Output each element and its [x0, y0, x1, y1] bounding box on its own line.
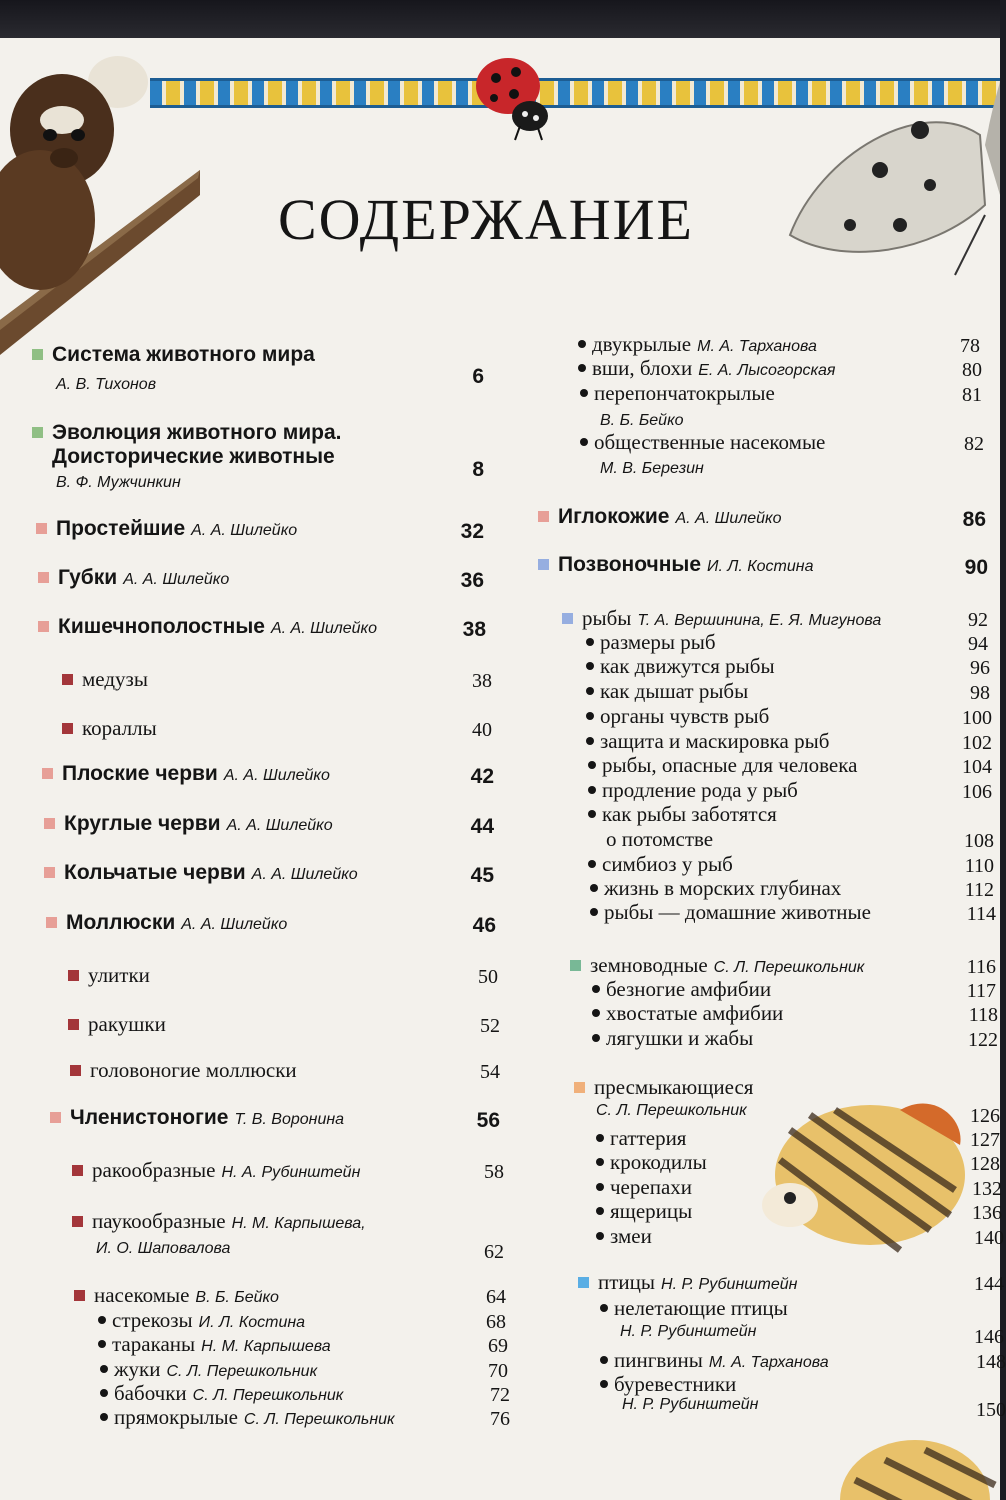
entry-author: А. А. Шилейко — [675, 510, 782, 527]
topic-entry[interactable] — [600, 1372, 736, 1397]
section-marker-icon — [32, 427, 43, 438]
bullet-icon — [596, 1134, 604, 1142]
page-number: 148 — [976, 1351, 1006, 1373]
page-number: 132 — [972, 1178, 1002, 1200]
section-marker-icon — [578, 1277, 589, 1288]
section-entry[interactable] — [50, 1106, 344, 1130]
entry-title: двукрылые — [592, 332, 692, 356]
entry-title: пресмыкающиеся — [594, 1075, 754, 1099]
page-number: 110 — [964, 855, 994, 877]
topic-entry[interactable] — [596, 1199, 692, 1224]
entry-title: тараканы — [112, 1332, 196, 1356]
bullet-icon — [596, 1207, 604, 1215]
entry-title: бабочки — [114, 1381, 187, 1405]
entry-title: земноводные — [590, 953, 708, 977]
page-number: 90 — [964, 556, 988, 579]
entry-title: рыбы, опасные для человека — [602, 753, 858, 777]
entry-author: М. В. Березин — [600, 460, 704, 477]
entry-title: вши, блохи — [592, 356, 693, 380]
bullet-icon — [100, 1413, 108, 1421]
entry-author: Н. А. Рубинштейн — [221, 1164, 361, 1181]
section-entry[interactable] — [32, 421, 342, 469]
page-number: 92 — [968, 609, 988, 631]
section-entry[interactable] — [38, 566, 229, 590]
topic-entry[interactable] — [578, 356, 835, 381]
butterfly-icon — [780, 75, 1000, 285]
bullet-icon — [600, 1304, 608, 1312]
entry-title: рыбы — домашние животные — [604, 900, 871, 924]
topic-entry[interactable] — [586, 729, 829, 754]
entry-author: В. Б. Бейко — [600, 412, 684, 429]
page-number: 38 — [472, 670, 492, 692]
entry-title: гаттерия — [610, 1126, 687, 1150]
page-number: 54 — [480, 1061, 500, 1083]
bullet-icon — [578, 364, 586, 372]
subsection-entry[interactable] — [74, 1283, 279, 1308]
topic-entry[interactable] — [588, 778, 798, 803]
page-number: 36 — [460, 569, 484, 592]
bullet-icon — [580, 389, 588, 397]
entry-title: ракообразные — [92, 1158, 216, 1182]
topic-entry[interactable] — [596, 1126, 686, 1151]
page-number: 94 — [968, 633, 988, 655]
topic-entry[interactable] — [586, 654, 775, 679]
entry-title: прямокрылые — [114, 1405, 238, 1429]
subsection-entry[interactable] — [574, 1075, 753, 1100]
entry-title: рыбы — [582, 606, 632, 630]
entry-title: головоногие моллюски — [90, 1058, 297, 1082]
entry-author: А. А. Шилейко — [270, 620, 377, 637]
page-number: 81 — [962, 384, 982, 406]
subsection-entry[interactable] — [62, 667, 148, 692]
page-number: 45 — [470, 864, 494, 887]
entry-title: Членистоногие — [70, 1106, 229, 1129]
section-marker-icon — [36, 523, 47, 534]
page-number: 106 — [962, 781, 992, 803]
page-number: 69 — [488, 1335, 508, 1357]
page-number: 52 — [480, 1015, 500, 1037]
bullet-icon — [586, 662, 594, 670]
topic-entry[interactable] — [590, 876, 841, 901]
entry-author: С. Л. Перешкольник — [166, 1363, 318, 1380]
topic-entry[interactable] — [592, 1026, 753, 1051]
entry-title: Моллюски — [66, 911, 176, 934]
bullet-icon — [586, 712, 594, 720]
entry-author: И. Л. Костина — [198, 1314, 306, 1331]
section-marker-icon — [44, 867, 55, 878]
bullet-icon — [580, 438, 588, 446]
entry-author: Е. А. Лысогорская — [698, 362, 836, 379]
entry-title: хвостатые амфибии — [606, 1001, 784, 1025]
section-marker-icon — [32, 349, 43, 360]
section-entry[interactable] — [44, 812, 333, 836]
entry-title: как движутся рыбы — [600, 654, 775, 678]
bullet-icon — [586, 687, 594, 695]
entry-author: И. О. Шаповалова — [96, 1240, 231, 1257]
subsection-entry[interactable] — [578, 1270, 797, 1295]
subsection-entry[interactable] — [570, 953, 864, 978]
section-entry[interactable] — [38, 615, 377, 639]
page-number: 64 — [486, 1286, 506, 1308]
section-marker-icon — [46, 917, 57, 928]
entry-author: А. А. Шилейко — [251, 866, 358, 883]
section-marker-icon — [50, 1112, 61, 1123]
topic-entry[interactable] — [588, 802, 777, 827]
entry-title: ящерицы — [610, 1199, 693, 1223]
entry-author: В. Б. Бейко — [195, 1289, 279, 1306]
page-number: 44 — [470, 815, 494, 838]
entry-title: жизнь в морских глубинах — [604, 876, 842, 900]
entry-title: черепахи — [610, 1175, 693, 1199]
entry-author: С. Л. Перешкольник — [192, 1387, 344, 1404]
entry-title: нелетающие птицы — [614, 1296, 788, 1320]
entry-title: Система животного мира — [52, 343, 315, 366]
page-number: 38 — [462, 618, 486, 641]
page-number: 58 — [484, 1161, 504, 1183]
entry-title: Кишечнополостные — [58, 615, 265, 638]
page-number: 62 — [484, 1241, 504, 1263]
section-marker-icon — [70, 1065, 81, 1076]
topic-entry[interactable] — [592, 1001, 783, 1026]
entry-title: защита и маскировка рыб — [600, 729, 830, 753]
entry-author: Т. В. Воронина — [234, 1111, 345, 1128]
topic-entry[interactable] — [596, 1150, 707, 1175]
subsection-entry[interactable] — [72, 1209, 366, 1234]
page-number: 80 — [962, 359, 982, 381]
subsection-entry[interactable] — [62, 716, 157, 741]
page-number: 46 — [472, 914, 496, 937]
entry-title: как рыбы заботятся — [602, 802, 777, 826]
topic-entry[interactable] — [588, 753, 857, 778]
page-number: 56 — [476, 1109, 500, 1132]
page-number: 126 — [970, 1105, 1000, 1127]
entry-title: органы чувств рыб — [600, 704, 770, 728]
entry-author: Н. Р. Рубинштейн — [622, 1396, 759, 1413]
entry-author: М. А. Тарханова — [697, 338, 817, 355]
entry-author: Н. Р. Рубинштейн — [620, 1323, 757, 1340]
topic-entry[interactable] — [596, 1175, 692, 1200]
entry-title: общественные насекомые — [594, 430, 826, 454]
section-marker-icon — [538, 511, 549, 522]
entry-author: А. А. Шилейко — [191, 522, 298, 539]
page-number: 136 — [972, 1202, 1002, 1224]
page-number: 32 — [460, 520, 484, 543]
butterflyfish-icon — [750, 1090, 965, 1270]
entry-author: А. А. Шилейко — [123, 571, 230, 588]
section-marker-icon — [72, 1165, 83, 1176]
bullet-icon — [590, 908, 598, 916]
entry-title: Плоские черви — [62, 762, 218, 785]
page-number: 140 — [974, 1227, 1004, 1249]
page-number: 108 — [964, 830, 994, 852]
section-marker-icon — [68, 1019, 79, 1030]
topic-entry[interactable] — [578, 332, 817, 357]
bullet-icon — [100, 1365, 108, 1373]
entry-title: стрекозы — [112, 1308, 193, 1332]
page-number: 117 — [966, 980, 996, 1002]
section-marker-icon — [42, 768, 53, 779]
bullet-icon — [98, 1316, 106, 1324]
page-number: 122 — [968, 1029, 998, 1051]
entry-title: кораллы — [82, 716, 157, 740]
entry-title: лягушки и жабы — [606, 1026, 754, 1050]
entry-title: о потомстве — [606, 827, 714, 851]
entry-title-line2: Доисторические животные — [52, 445, 335, 468]
page-number: 76 — [490, 1408, 510, 1430]
section-entry[interactable] — [46, 911, 287, 935]
page-number: 42 — [470, 765, 494, 788]
ladybug-icon — [470, 48, 560, 143]
page-number: 112 — [964, 879, 994, 901]
section-marker-icon — [62, 674, 73, 685]
bullet-icon — [600, 1356, 608, 1364]
section-marker-icon — [68, 970, 79, 981]
bullet-icon — [592, 985, 600, 993]
entry-title: Позвоночные — [558, 553, 702, 576]
entry-author: А. А. Шилейко — [226, 817, 333, 834]
page-number: 96 — [970, 657, 990, 679]
page-number: 150 — [976, 1399, 1006, 1421]
page-number: 6 — [472, 365, 484, 388]
topic-entry[interactable] — [592, 977, 771, 1002]
bullet-icon — [588, 860, 596, 868]
topic-entry[interactable] — [600, 1348, 829, 1373]
section-marker-icon — [38, 621, 49, 632]
topic-entry[interactable] — [98, 1308, 305, 1333]
entry-title: жуки — [114, 1357, 161, 1381]
entry-author: Н. М. Карпышева — [201, 1338, 331, 1355]
topic-entry[interactable] — [98, 1332, 331, 1357]
page-number: 50 — [478, 966, 498, 988]
section-entry[interactable] — [538, 553, 813, 577]
entry-title: перепончатокрылые — [594, 381, 775, 405]
topic-entry[interactable] — [606, 827, 713, 852]
bullet-icon — [586, 638, 594, 646]
topic-entry[interactable] — [100, 1405, 395, 1430]
bullet-icon — [596, 1232, 604, 1240]
entry-author: А. В. Тихонов — [56, 376, 157, 393]
section-marker-icon — [562, 613, 573, 624]
topic-entry[interactable] — [580, 381, 775, 406]
bullet-icon — [98, 1340, 106, 1348]
subsection-entry[interactable] — [562, 606, 881, 631]
section-marker-icon — [538, 559, 549, 570]
section-marker-icon — [38, 572, 49, 583]
entry-author: А. А. Шилейко — [181, 916, 288, 933]
page-number: 78 — [960, 335, 980, 357]
section-marker-icon — [74, 1290, 85, 1301]
entry-title: буревестники — [614, 1372, 737, 1396]
page-number: 72 — [490, 1384, 510, 1406]
entry-author: Н. М. Карпышева, — [231, 1215, 366, 1232]
topic-entry[interactable] — [586, 679, 748, 704]
entry-title: Эволюция животного мира. — [52, 421, 342, 444]
entry-title: Простейшие — [56, 517, 186, 540]
entry-title: паукообразные — [92, 1209, 226, 1233]
page-number: 40 — [472, 719, 492, 741]
entry-title: безногие амфибии — [606, 977, 772, 1001]
section-marker-icon — [44, 818, 55, 829]
bullet-icon — [586, 737, 594, 745]
page-number: 100 — [962, 707, 992, 729]
page-number: 128 — [970, 1153, 1000, 1175]
entry-title: крокодилы — [610, 1150, 707, 1174]
topic-entry[interactable] — [596, 1224, 652, 1249]
entry-title: пингвины — [614, 1348, 703, 1372]
bullet-icon — [588, 761, 596, 769]
page-number: 146 — [974, 1326, 1004, 1348]
page-number: 82 — [964, 433, 984, 455]
bullet-icon — [592, 1034, 600, 1042]
entry-title: Губки — [58, 566, 118, 589]
page-number: 144 — [974, 1273, 1004, 1295]
page-number: 116 — [966, 956, 996, 978]
bullet-icon — [588, 786, 596, 794]
section-marker-icon — [72, 1216, 83, 1227]
topic-entry[interactable] — [580, 430, 825, 455]
section-marker-icon — [62, 723, 73, 734]
topic-entry[interactable] — [600, 1296, 788, 1321]
entry-title: ракушки — [88, 1012, 166, 1036]
subsection-entry[interactable] — [68, 963, 150, 988]
entry-title: Иглокожие — [558, 505, 670, 528]
page-number: 104 — [962, 756, 992, 778]
topic-entry[interactable] — [586, 704, 769, 729]
entry-title: птицы — [598, 1270, 656, 1294]
entry-title: Круглые черви — [64, 812, 221, 835]
entry-author: Н. Р. Рубинштейн — [661, 1276, 798, 1293]
bullet-icon — [578, 340, 586, 348]
page-number: 68 — [486, 1311, 506, 1333]
page-number: 98 — [970, 682, 990, 704]
entry-author: С. Л. Перешкольник — [596, 1102, 747, 1119]
entry-title: медузы — [82, 667, 148, 691]
entry-title: продление рода у рыб — [602, 778, 798, 802]
page-number: 70 — [488, 1360, 508, 1382]
page-number: 8 — [472, 458, 484, 481]
section-marker-icon — [574, 1082, 585, 1093]
monkey-icon — [0, 20, 200, 350]
section-entry[interactable] — [538, 505, 782, 529]
entry-title: как дышат рыбы — [600, 679, 749, 703]
topic-entry[interactable] — [586, 630, 716, 655]
topic-entry[interactable] — [590, 900, 871, 925]
section-entry[interactable] — [36, 517, 297, 541]
entry-title: змеи — [610, 1224, 652, 1248]
topic-entry[interactable] — [100, 1381, 343, 1406]
page-number: 102 — [962, 732, 992, 754]
subsection-entry[interactable] — [72, 1158, 360, 1183]
subsection-entry[interactable] — [68, 1012, 166, 1037]
entry-author: С. Л. Перешкольник — [243, 1411, 395, 1428]
bullet-icon — [596, 1158, 604, 1166]
section-entry[interactable] — [44, 861, 358, 885]
entry-author: В. Ф. Мужчинкин — [56, 474, 181, 491]
section-entry[interactable] — [42, 762, 330, 786]
page-title: СОДЕРЖАНИЕ — [278, 187, 694, 252]
page-number: 127 — [970, 1129, 1000, 1151]
entry-title: симбиоз у рыб — [602, 852, 733, 876]
page-number: 86 — [962, 508, 986, 531]
topic-entry[interactable] — [588, 852, 733, 877]
bullet-icon — [100, 1389, 108, 1397]
entry-title: насекомые — [94, 1283, 190, 1307]
entry-author: И. Л. Костина — [707, 558, 814, 575]
entry-author: А. А. Шилейко — [223, 767, 330, 784]
entry-title: улитки — [88, 963, 150, 987]
section-marker-icon — [570, 960, 581, 971]
topic-entry[interactable] — [100, 1357, 317, 1382]
bullet-icon — [590, 884, 598, 892]
fish-icon — [835, 1420, 1000, 1500]
bullet-icon — [588, 810, 596, 818]
entry-title: размеры рыб — [600, 630, 716, 654]
entry-author: С. Л. Перешкольник — [713, 959, 865, 976]
entry-author: М. А. Тарханова — [708, 1354, 829, 1371]
page-number: 114 — [966, 903, 996, 925]
bullet-icon — [592, 1009, 600, 1017]
entry-author: Т. А. Вершинина, Е. Я. Мигунова — [637, 612, 882, 629]
section-entry[interactable] — [32, 343, 315, 367]
page-number: 118 — [968, 1004, 998, 1026]
subsection-entry[interactable] — [70, 1058, 297, 1083]
entry-title: Кольчатые черви — [64, 861, 246, 884]
bullet-icon — [600, 1380, 608, 1388]
bullet-icon — [596, 1183, 604, 1191]
